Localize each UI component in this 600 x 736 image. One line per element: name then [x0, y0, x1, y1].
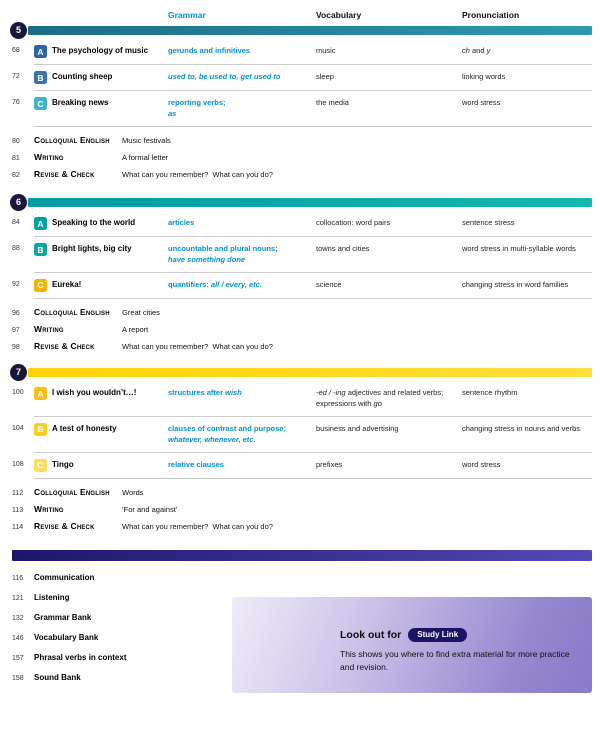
pronunciation-cell: ch and y: [462, 46, 491, 55]
grammar-cell: structures after wish: [168, 388, 242, 397]
page-number: 98: [12, 344, 20, 352]
lesson-row: [0, 211, 600, 236]
lesson-row: [0, 91, 600, 126]
extra-row: [0, 321, 600, 338]
back-matter-color-bar: [12, 550, 592, 561]
row-divider: [34, 126, 592, 127]
pronunciation-cell: linking words: [462, 72, 506, 81]
grammar-cell: uncountable and plural nouns; have something done: [168, 244, 278, 264]
back-matter-label: Listening: [34, 592, 70, 602]
vocabulary-cell: -ed / -ing adjectives and related verbs; expressions with go: [316, 388, 444, 408]
unit-extras: [0, 484, 600, 535]
pronunciation-cell: sentence rhythm: [462, 388, 518, 397]
study-link-callout: [232, 597, 592, 693]
extra-content: Music festivals: [122, 136, 171, 146]
page-number: 113: [12, 507, 24, 514]
lesson-title: Tingo: [52, 459, 74, 469]
lesson-letter-badge: A: [34, 387, 47, 400]
unit-bar-wrap: [15, 367, 592, 377]
page-number: 146: [12, 634, 24, 642]
extra-label: Writing: [34, 504, 64, 514]
grammar-cell: quantifiers: all / every, etc.: [168, 279, 262, 289]
grammar-cell: used to, be used to, get used to: [168, 72, 281, 81]
page-number: 116: [12, 574, 24, 582]
unit-extras: [0, 304, 600, 355]
pronunciation-cell: word stress in multi-syllable words: [462, 244, 576, 253]
unit-color-bar: [28, 198, 592, 207]
extra-row: [0, 484, 600, 501]
lesson-letter-badge: B: [34, 243, 47, 256]
vocabulary-cell: collocation: word pairs: [316, 218, 391, 227]
page-number: 96: [12, 310, 20, 318]
pronunciation-cell: changing stress in word families: [462, 279, 569, 289]
extra-row: [0, 132, 600, 149]
lesson-row: [0, 273, 600, 298]
unit-6-section: [0, 198, 600, 355]
extra-label: Colloquial English: [34, 135, 110, 146]
page-number: 132: [12, 614, 24, 622]
vocabulary-cell: the media: [316, 98, 349, 107]
extra-label: Writing: [34, 152, 64, 163]
lesson-title: Counting sheep: [52, 72, 113, 81]
page-number: 114: [12, 524, 24, 531]
back-matter-label: Communication: [34, 572, 95, 582]
lesson-row: [0, 39, 600, 64]
extra-row: [0, 501, 600, 518]
extra-content: A formal letter: [122, 153, 169, 163]
vocabulary-cell: business and advertising: [316, 423, 399, 433]
back-matter-row: [0, 647, 240, 667]
lesson-title: Speaking to the world: [52, 218, 136, 227]
page-number: 84: [12, 219, 20, 226]
unit-extras: [0, 132, 600, 183]
column-header-grammar: Grammar: [168, 10, 206, 20]
column-header-pronunciation: Pronunciation: [462, 10, 520, 20]
page-number: 92: [12, 280, 20, 288]
page-number: 72: [12, 73, 20, 80]
page-number: 104: [12, 424, 24, 432]
vocabulary-cell: prefixes: [316, 459, 343, 469]
extra-label: Revise & Check: [34, 169, 95, 180]
extra-label: Revise & Check: [34, 341, 95, 352]
study-link-badge: Study Link: [408, 628, 467, 642]
lesson-title: Eureka!: [52, 279, 82, 289]
unit-bar-wrap: [15, 197, 592, 207]
extra-content: What can you remember? What can you do?: [122, 170, 273, 180]
extra-content: ‘For and against’: [122, 505, 178, 514]
back-matter-label: Phrasal verbs in context: [34, 652, 127, 662]
back-matter-row: [0, 607, 240, 627]
extra-row: [0, 166, 600, 183]
lookout-title-row: [340, 625, 576, 643]
vocabulary-cell: towns and cities: [316, 244, 370, 253]
lesson-letter-badge: A: [34, 45, 47, 58]
grammar-cell: reporting verbs; as: [168, 98, 226, 118]
pronunciation-cell: word stress: [462, 459, 501, 469]
extra-content: What can you remember? What can you do?: [122, 522, 273, 531]
page-number: 100: [12, 389, 24, 396]
grammar-cell: clauses of contrast and purpose; whatever, whenever, etc.: [168, 423, 286, 444]
unit-7-section: [0, 368, 600, 535]
back-matter-label: Vocabulary Bank: [34, 632, 99, 642]
extra-content: A report: [122, 325, 149, 335]
lesson-row: [0, 237, 600, 272]
lesson-title: Bright lights, big city: [52, 244, 132, 253]
unit-number-badge: 7: [10, 364, 27, 381]
row-divider: [34, 478, 592, 479]
back-matter-label: Grammar Bank: [34, 612, 92, 622]
back-matter-list: [0, 567, 240, 687]
back-matter-row: [0, 667, 240, 687]
back-matter-row: [0, 567, 240, 587]
back-matter-row: [0, 627, 240, 647]
extra-row: [0, 149, 600, 166]
grammar-cell: articles: [168, 218, 195, 227]
lesson-letter-badge: C: [34, 97, 47, 110]
lesson-letter-badge: B: [34, 423, 47, 436]
vocabulary-cell: sleep: [316, 72, 334, 81]
unit-number-badge: 6: [10, 194, 27, 211]
extra-row: [0, 518, 600, 535]
unit-5-section: [0, 26, 600, 183]
page-number: 157: [12, 654, 24, 662]
page-number: 121: [12, 594, 24, 602]
lookout-description: This shows you where to find extra material for more practice and revision.: [340, 649, 570, 672]
unit-number-badge: 5: [10, 22, 27, 39]
page-number: 68: [12, 47, 20, 54]
unit-color-bar: [28, 368, 592, 377]
grammar-cell: gerunds and infinitives: [168, 46, 251, 55]
lookout-title: Look out for: [340, 629, 402, 641]
pronunciation-cell: word stress: [462, 98, 501, 107]
back-matter-row: [0, 587, 240, 607]
lesson-title: I wish you wouldn’t…!: [52, 388, 137, 397]
extra-label: Writing: [34, 324, 64, 335]
unit-color-bar: [28, 26, 592, 35]
lesson-row: [0, 381, 600, 416]
pronunciation-cell: changing stress in nouns and verbs: [462, 423, 580, 433]
lesson-title: The psychology of music: [52, 46, 149, 55]
lesson-row: [0, 417, 600, 452]
lesson-row: [0, 453, 600, 478]
lesson-title: A test of honesty: [52, 423, 117, 433]
lesson-letter-badge: B: [34, 71, 47, 84]
page-number: 158: [12, 674, 24, 682]
page-number: 82: [12, 172, 20, 180]
lesson-letter-badge: C: [34, 459, 47, 472]
extra-row: [0, 304, 600, 321]
page-number: 97: [12, 327, 20, 335]
vocabulary-cell: music: [316, 46, 336, 55]
lesson-title: Breaking news: [52, 98, 109, 107]
page-number: 88: [12, 245, 20, 252]
column-header-vocabulary: Vocabulary: [316, 10, 362, 20]
extra-row: [0, 338, 600, 355]
lesson-letter-badge: C: [34, 279, 47, 292]
row-divider: [34, 298, 592, 299]
pronunciation-cell: sentence stress: [462, 218, 515, 227]
unit-bar-wrap: [15, 25, 592, 35]
extra-content: Words: [122, 488, 144, 497]
page-number: 112: [12, 490, 24, 497]
grammar-cell: relative clauses: [168, 459, 224, 469]
page-number: 80: [12, 138, 20, 146]
extra-label: Colloquial English: [34, 307, 110, 318]
extra-label: Revise & Check: [34, 521, 95, 531]
lesson-row: [0, 65, 600, 90]
vocabulary-cell: science: [316, 279, 342, 289]
page-number: 108: [12, 460, 24, 468]
page-number: 76: [12, 99, 20, 106]
extra-content: What can you remember? What can you do?: [122, 342, 273, 352]
page-number: 81: [12, 155, 20, 163]
extra-label: Colloquial English: [34, 487, 110, 497]
lesson-letter-badge: A: [34, 217, 47, 230]
extra-content: Great cities: [122, 308, 160, 318]
back-matter-label: Sound Bank: [34, 672, 81, 682]
